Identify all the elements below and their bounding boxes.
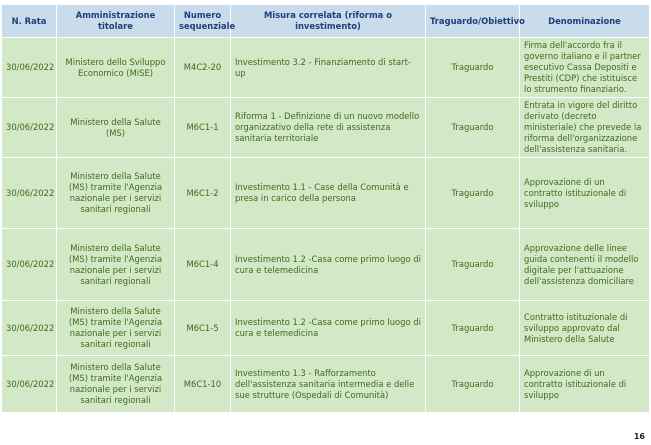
cell-numero: M6C1-10 — [175, 356, 231, 413]
cell-numero: M6C1-5 — [175, 301, 231, 356]
header-denominazione: Denominazione — [520, 5, 650, 38]
page-number: 16 — [633, 432, 645, 441]
cell-denominazione: Contratto istituzionale di sviluppo approvato dal Ministero della Salute — [520, 301, 650, 356]
cell-traguardo: Traguardo — [426, 229, 520, 301]
cell-rata: 30/06/2022 — [2, 98, 57, 158]
header-misura: Misura correlata (riforma o investimento) — [231, 5, 426, 38]
milestones-table — [1, 4, 650, 413]
cell-misura: Investimento 1.3 - Rafforzamento dell'assistenza sanitaria intermedia e delle sue strutture (Ospedali di Comunità) — [231, 356, 426, 413]
cell-misura: Riforma 1 - Definizione di un nuovo modello organizzativo della rete di assistenza sanitaria territoriale — [231, 98, 426, 158]
cell-denominazione: Firma dell'accordo fra il governo italiano e il partner esecutivo Cassa Depositi e Prestiti (CDP) che istituisce lo strumento finanziario. — [520, 38, 650, 98]
header-numero: Numero sequenziale — [175, 5, 231, 38]
cell-denominazione: Entrata in vigore del diritto derivato (decreto ministeriale) che prevede la riforma dell'organizzazione dell'assistenza sanitaria. — [520, 98, 650, 158]
cell-rata: 30/06/2022 — [2, 356, 57, 413]
cell-traguardo: Traguardo — [426, 38, 520, 98]
cell-misura: Investimento 1.2 -Casa come primo luogo di cura e telemedicina — [231, 301, 426, 356]
table-row — [2, 38, 650, 98]
cell-denominazione: Approvazione di un contratto istituzionale di sviluppo — [520, 158, 650, 229]
cell-amministrazione: Ministero della Salute (MS) tramite l'Agenzia nazionale per i servizi sanitari regionali — [57, 356, 175, 413]
cell-amministrazione: Ministero della Salute (MS) tramite l'Agenzia nazionale per i servizi sanitari regionali — [57, 158, 175, 229]
cell-rata: 30/06/2022 — [2, 229, 57, 301]
header-amministrazione: Amministrazione titolare — [57, 5, 175, 38]
cell-rata: 30/06/2022 — [2, 38, 57, 98]
header-rata: N. Rata — [2, 5, 57, 38]
cell-amministrazione: Ministero della Salute (MS) — [57, 98, 175, 158]
cell-traguardo: Traguardo — [426, 158, 520, 229]
cell-traguardo: Traguardo — [426, 301, 520, 356]
table-row — [2, 158, 650, 229]
cell-misura: Investimento 1.2 -Casa come primo luogo di cura e telemedicina — [231, 229, 426, 301]
table-row — [2, 356, 650, 413]
table-header-row — [2, 5, 650, 38]
cell-misura: Investimento 1.1 - Case della Comunità e presa in carico della persona — [231, 158, 426, 229]
table-row — [2, 301, 650, 356]
cell-amministrazione: Ministero della Salute (MS) tramite l'Agenzia nazionale per i servizi sanitari regionali — [57, 229, 175, 301]
cell-denominazione: Approvazione delle linee guida contenenti il modello digitale per l'attuazione dell'assistenza domiciliare — [520, 229, 650, 301]
cell-amministrazione: Ministero dello Sviluppo Economico (MiSE) — [57, 38, 175, 98]
table-row — [2, 229, 650, 301]
header-traguardo: Traguardo/Obiettivo — [426, 5, 520, 38]
cell-traguardo: Traguardo — [426, 98, 520, 158]
cell-denominazione: Approvazione di un contratto istituzionale di sviluppo — [520, 356, 650, 413]
cell-rata: 30/06/2022 — [2, 158, 57, 229]
table-row — [2, 98, 650, 158]
cell-numero: M6C1-2 — [175, 158, 231, 229]
cell-traguardo: Traguardo — [426, 356, 520, 413]
cell-misura: Investimento 3.2 - Finanziamento di start-up — [231, 38, 426, 98]
cell-numero: M6C1-1 — [175, 98, 231, 158]
cell-numero: M6C1-4 — [175, 229, 231, 301]
cell-rata: 30/06/2022 — [2, 301, 57, 356]
cell-numero: M4C2-20 — [175, 38, 231, 98]
cell-amministrazione: Ministero della Salute (MS) tramite l'Agenzia nazionale per i servizi sanitari regionali — [57, 301, 175, 356]
